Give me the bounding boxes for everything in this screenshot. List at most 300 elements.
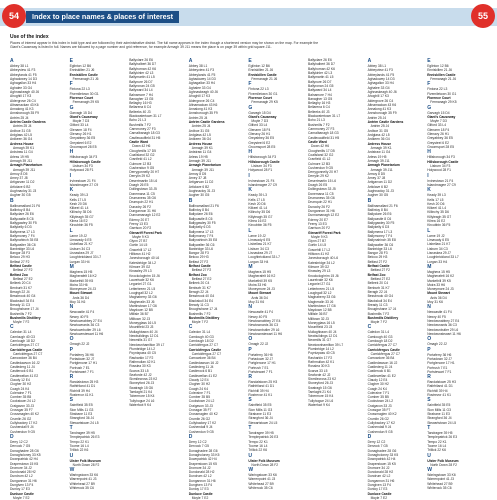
index-entry: Lisbellaw 21 K7 [427,242,451,247]
index-entry: Bellarena 6 C4 [308,105,330,110]
index-entry: Portrush 7 E1 [248,365,269,370]
index-entry-place-of-interest: Ulster Folk Museum [248,458,280,463]
index-entry: Cushendun 9 G5 [10,429,35,434]
index-entry: Annalong 41 K3 [367,107,392,112]
index-entry-place-of-interest: Hillsborough Castle [248,159,280,164]
index-entry: Fermanagh 29 K5 [251,100,278,105]
index-entry: Jonesborough 40 L6 [308,256,339,261]
index-entry: Ahoghill 17 K3 [367,94,389,99]
index-entry: Glenavy 26 H1 [248,132,271,137]
index-entry: Ballyhalbert 36 D7 [129,62,157,67]
index-entry: Draperstown 15 K5 [188,461,218,466]
index-entry: Ardglass 42 L5 [367,133,390,137]
index-entry: Castlerock 6 B1 [367,369,391,374]
index-entry: Comber 35 B5 [367,395,389,400]
index-entry: Ahoghill 17 K3 [10,94,32,99]
index-entry: Bangor 28 F3 [10,251,30,256]
index-entry: Belleek 20 C4 [10,281,31,286]
index-entry: Cushendun 9 G5 [188,429,214,434]
index-entry: North Down 28 F2 [251,462,279,467]
index-entry: Warrenpoint 41 J3 [248,477,276,482]
index-entry: Gilford 33 L4 [248,123,268,128]
index-entry: Swatragh 15 G6 [129,385,154,390]
index-entry: Balnamore 7 H4 [129,92,154,97]
index-entry: Strangford 36 J4 [69,416,94,421]
index-entry-place-of-interest: Bushmills Distillery [188,315,220,320]
index-entry: Arney 37 J8 [188,176,207,181]
index-entry: Cookstown 24 L2 [188,399,215,404]
index-entry: Lisburn 34 F3 [430,163,451,168]
index-entry: Ballywalter 36 C6 [10,242,36,247]
index-section-letter: S [69,397,73,404]
index-entry: Ballykinler 42 L3 [308,70,333,75]
index-entry: Ballygawley 30 F5 [367,220,395,225]
index-entry: Randalstown 25 H3 [427,380,456,385]
index-entry: Abbeylands 41 F5 [10,72,37,77]
index-section-letter: A [188,58,193,64]
index-entry: Maghaberry 33 G6 [129,295,157,300]
index-entry: Fintona 22 L3 [69,87,90,92]
index-entry: Letterbreen 21 L5 [129,286,156,291]
index-entry: Benburb 31 K7 [188,285,211,290]
index-entry: Ballinamallard 21 F6 [188,203,219,208]
index-entry: Ballyclare 26 E6 [308,58,332,62]
index-entry: Ballyclare 26 E6 [367,212,392,217]
index-entry: Islandmagee 27 C9 [248,182,277,187]
index-entry: Feeny 13 E3 [308,221,327,226]
index-entry-place-of-interest: Mount Stewart [248,291,272,296]
index-entry: Dunadry 26 F2 [129,204,151,209]
index-entry: Derrylin 29 K2 [129,174,151,179]
index-entry: Beragh 22 J4 [367,289,388,294]
index-entry: Bangor 28 F3 [188,251,209,256]
index-entry: Arney 37 J8 [10,176,28,181]
index-entry: Boho 21 L3 [129,118,147,123]
index-entry: Coagh 24 K4 [10,386,30,391]
index-entry: Belfast 27 F2 [10,259,30,264]
index-entry: Dunnamanagh 12 E2 [308,213,340,218]
page-number-left: 54 [2,4,26,28]
index-entry: Newry 40 F5 [427,314,446,319]
index-entry: Ards 36 D4 [251,295,268,300]
index-entry: Magherafelt 16 K2 [427,274,455,279]
index-entry: Gortin 14 L5 [308,243,327,248]
index-entry: Dunloy 17 E3 [10,487,30,492]
index-entry: Moyle 7 F2 [370,320,387,325]
index-entry: Dromore 34 J2 [10,465,32,470]
index-entry: Kilmore 39 G2 [308,265,330,269]
index-entry: Portrush 7 E1 [69,365,90,370]
index-entry: Abbey 38 L1 [367,64,387,68]
index-entry: Cookstown 24 L2 [367,399,394,404]
index-entry: Portadown 32 J7 [427,356,452,361]
index-entry-place-of-interest: Florence Court [248,95,272,100]
index-section-letter: D [367,433,372,440]
index-entry: Tempo 22 K1 [69,439,90,444]
index-entry: Bellaghy 16 H3 [129,101,152,106]
index-entry: Ards 36 D4 [72,295,90,300]
index-entry-place-of-interest: Belfast Zoo [10,272,28,277]
index-entry: Fermanagh 29 K5 [430,100,457,105]
index-entry: Kircubbin 36 F5 [69,223,93,228]
index-section-letter: C [188,324,193,331]
index-entry-place-of-interest: Antrim Castle Gardens [367,120,404,125]
index-entry: Bushmills 7 F2 [10,311,32,316]
index-entry-place-of-interest: Glenariff Forest Park [308,230,341,235]
index-entry: Strangford 36 J4 [248,416,273,421]
index-section-letter: W [427,467,432,474]
index-entry: Armagh 39 K1 [191,145,213,150]
index-entry: Belfast 27 E2 [13,277,33,281]
index-section-letter: K [427,187,431,194]
index-entry: Killyleagh 35 G7 [427,214,452,219]
index-entry: Derry 12 C2 [367,439,386,444]
index-entry: Loughgall 32 L2 [129,290,153,295]
index-entry: Claudy 12 E4 [188,377,209,382]
index-entry: Omagh 22 J2 [427,342,447,347]
index-entry: Moy 31 K6 [427,300,443,305]
index-entry: North Down 28 F2 [430,462,457,467]
index-entry-place-of-interest: Ulster Folk Museum [69,458,101,463]
index-entry: Bready 11 C3 [10,302,30,307]
index-entry: Belfast 27 E2 [370,277,391,281]
index-entry: Kilkeel 41 L4 [69,206,89,211]
index-entry: Lisbellaw 21 K7 [69,242,93,247]
index-entry: Saintfield 35 E5 [427,403,451,408]
index-entry: Killinchy 35 D6 [69,210,92,215]
index-entry: Kesh 20 D6 [427,201,445,206]
index-entry: Portstewart 7 F1 [427,369,452,374]
index-entry: Castledawson 16 J2 [10,360,40,365]
index-entry: Holywood 28 F1 [427,168,452,173]
index-entry: Enniskillen 21 J6 [69,68,95,73]
index-entry: Whitehead 27 B9 [248,481,274,486]
index-entry: Belfast 27 F2 [191,268,212,273]
index-entry: Armagh 39 J11 [13,167,36,172]
index-entry: Mullaghbawn 40 J4 [129,329,158,334]
index-entry: Newtownbutler 29 L6 [427,327,459,332]
index-entry: Kells 17 L5 [427,197,444,202]
index-entry: Killinchy 35 D6 [427,210,449,215]
index-entry: Carrickfergus 27 C7 [13,352,43,356]
index-entry: Ballykelly 6 D3 [367,225,390,230]
index-entry: Dromore 34 J2 [188,465,211,470]
index-entry: Warrenpoint 41 J3 [427,477,455,482]
index-entry: Whiterock 35 C6 [69,486,94,491]
index-entry: Cushendall 9 J4 [10,425,34,430]
index-entry: Randalstown 25 H3 [248,380,278,385]
index-entry: Claudy 12 E4 [367,377,388,382]
index-entry: Trillick 22 K6 [248,448,268,453]
index-column [10,58,68,500]
index-entry: Ardboe 31 G5 [188,128,210,133]
index-entry: Portstewart 7 F1 [248,369,273,374]
index-entry: Sixmilecross 23 K2 [129,377,158,382]
index-entry: Keady 39 L3 [69,193,89,198]
index-entry: Cullybackey 17 K2 [188,421,217,425]
index-entry: Seaforde 42 J2 [129,372,152,377]
index-section-letter: I [427,172,429,179]
index-entry: Carnmoney 27 F3 [308,127,335,131]
index-entry: Ballycastle 8 C6 [10,216,34,221]
index-entry: Trillick 22 K6 [427,448,446,453]
index-entry: Abbeylands 41 F5 [188,72,216,77]
index-entry: Tobermore 15 K4 [308,394,334,399]
index-entry: Altnamackan 43 K6 [10,102,39,107]
index-entry: Carrickfergus 27 C7 [188,343,219,348]
index-entry: Carrickfergus 27 C7 [10,343,40,348]
index-entry-place-of-interest: Antrim Castle Gardens [10,120,46,125]
index-entry: Fermanagh 21 J6 [72,76,99,81]
index-section-letter: L [69,227,73,234]
index-entry: Groomsport 28 E5 [248,145,276,149]
index-column [69,58,128,491]
index-entry: Dervock 7 G5 [10,444,31,449]
index-entry: Garvagh 15 D4 [69,110,92,115]
index-entry: Randalstown 25 H3 [69,380,99,385]
index-entry: Kilmore 39 G2 [129,265,151,269]
index-entry-place-of-interest: Bushmills Distillery [10,315,41,320]
index-entry: Caledon 31 L4 [10,330,32,335]
index-entry: Dungiven 13 F4 [367,483,391,488]
index-section-letter: U [248,452,253,459]
index-entry: Ballintoy 8 B4 [10,208,31,212]
index-entry: Enniskillen 21 J6 [427,68,452,73]
index-entry: Ballymena 17 L3 [188,229,214,234]
index-section-letter: G [427,104,432,111]
index-entry: Irvinestown 21 F4 [248,178,275,183]
index-entry: Blackwatertown 31 L7 [308,114,341,119]
index-entry: Armagh 39 J11 [370,167,393,172]
index-section-letter: H [427,149,431,156]
index-entry: Ardglass 42 L5 [188,133,211,137]
index-entry: Carnmoney 27 F3 [129,127,156,131]
index-entry: Newry 40 F5 [248,314,268,319]
index-entry: Richhill 39 H4 [427,388,448,393]
index-entry: Newcastle 41 F4 [248,310,273,315]
index-entry: Broughshane 17 J4 [10,307,39,312]
index-entry: Doagh 26 E5 [308,183,328,188]
index-entry: Gilford 33 L4 [427,123,447,128]
index-entry: Seaforde 42 J2 [308,372,331,377]
index-entry: Richhill 39 H4 [69,388,90,393]
index-entry: Moyle 7 D3 [430,119,447,124]
index-entry: Coleraine 7 F1 [10,390,32,395]
index-entry: Kircubbin 36 F5 [248,223,272,228]
index-entry: Aldergrove 26 C4 [188,98,215,103]
index-entry: Rathfriland 41 D1 [69,384,96,389]
index-entry-place-of-interest: Florence Court [427,95,451,100]
index-section-letter: L [248,227,252,234]
index-entry: Portadown 32 J7 [69,356,95,361]
index-entry: Ballinamallard 21 F6 [10,203,41,208]
index-entry: Glynn 27 B7 [129,239,148,244]
index-entry: Dungannon 31 H6 [129,208,156,213]
index-entry: Crumlin 26 G2 [10,416,32,421]
index-entry: Aughnacloy 31 J3 [188,189,216,194]
index-entry: Greyabbey 36 E5 [248,136,275,141]
index-entry: Belfast 27 F2 [367,259,388,264]
index-entry: Templepatrick 26 E3 [69,435,100,440]
index-entry: Glenavy 26 H1 [427,132,449,137]
index-entry: Millisle 36 B7 [308,312,328,317]
index-entry: Donemana 11 C5 [129,191,155,196]
index-entry: Carnlough 18 D2 [10,339,35,344]
index-entry: Castlewellan 41 E2 [10,373,39,378]
index-entry: Derrygonnelly 20 H7 [129,170,160,175]
index-entry: Whitehead 27 B9 [69,481,95,486]
index-entry: Rathfriland 41 D1 [427,384,453,389]
index-entry: Bessbrook 40 G4 [10,294,36,299]
index-entry: Hilltown 41 H2 [129,252,151,257]
index-section-letter: F [248,81,252,88]
index-entry: Articlave 6 B2 [367,184,388,189]
index-entry: Aghnaskeagh 40 J6 [10,89,40,94]
index-entry: Newtownabbey 27 E4 [427,319,460,323]
index-entry: Cranfield 41 L2 [308,157,331,162]
index-entry: Holywood 28 F1 [248,168,273,173]
index-entry: Ballynahinch 35 E8 [10,238,39,243]
index-entry: Annalong 41 K3 [10,107,34,112]
index-section-letter: P [427,346,431,353]
index-entry: Ballygawley 30 F5 [188,220,216,225]
index-entry: Coleraine 7 F1 [188,390,211,395]
index-entry: Dundrum 42 L2 [367,474,391,479]
index-entry: Greyabbey 36 E5 [427,136,453,141]
index-entry-place-of-interest: Dunluce Castle [367,491,392,496]
index-entry: Moyle 7 F2 [191,320,209,325]
index-entry: Ardstraw 11 G4 [367,150,391,155]
index-entry: Armoy 8 D5 [188,171,207,176]
index-entry: Irvinestown 21 F4 [427,178,454,183]
index-entry: Caledon 31 L4 [367,330,390,335]
index-section-letter: T [69,424,73,431]
index-entry: Beragh 22 J4 [188,289,209,294]
index-entry: Dundrum 42 L2 [188,474,212,479]
index-entry: Broughshane 17 J4 [188,307,218,312]
index-entry: Milltown 32 J3 [308,316,329,321]
index-entry: Carrowdore 36 B4 [10,356,37,361]
index-section-letter: S [427,397,431,404]
index-entry: Castlerock 6 B1 [188,369,213,374]
index-entry: Loughbrickland 33 L7 [69,255,102,260]
index-entry: Donaghcloney 33 K5 [367,452,399,457]
index-entry: Dungannon 31 H6 [10,478,37,483]
index-entry: Ballynahinch 35 E8 [367,238,396,243]
index-entry: Belfast 27 E2 [191,277,212,281]
index-entry: Trillick 22 K6 [69,448,89,453]
index-entry: Castlecaulfield 31 H5 [308,135,340,140]
index-entry: Artigarvan 11 D2 [10,180,35,185]
index-entry: Bellaghy 16 H3 [308,101,331,106]
index-entry: Newtownbutler 29 L6 [248,327,280,332]
index-entry: Ballykelly 6 D3 [10,225,32,230]
index-entry: Dunloy 17 E3 [188,487,209,492]
index-entry: Aghagallon 33 H4 [367,81,394,86]
index-entry-place-of-interest: Mount Stewart [69,291,93,296]
page-title: Index to place names & places of interest [26,11,179,23]
index-entry: Fermanagh 29 K5 [72,100,99,105]
index-entry: Belcoo 29 H3 [10,255,30,260]
index-entry: Bessbrook 40 G4 [188,294,215,299]
index-column [248,58,306,491]
index-entry: Augher 30 G5 [188,193,210,198]
index-entry: Castlecaulfield 31 H5 [129,135,161,140]
index-entry: Bushmills 7 F2 [367,311,390,316]
index-entry: Caledon 31 L4 [188,330,211,335]
index-entry: Strabane 11 E3 [248,412,272,416]
index-entry: Antrim 25 J4 [10,115,29,120]
index-entry: Ballintoy 8 B4 [188,208,209,212]
index-entry: Gracehill 17 L2 [308,247,331,252]
index-entry: Aughnacloy 31 J3 [367,189,394,194]
index-entry: Carnalbanagh 18 G3 [129,131,160,136]
index-entry: Hillsborough 34 F3 [427,155,455,160]
index-entry: Castlerock 6 B1 [10,369,34,374]
index-entry: Cullybackey 17 K2 [367,421,395,425]
index-entry: Craigavon 33 J3 [188,403,213,408]
index-entry: Carnlough 18 D2 [367,339,393,344]
index-entry: Glenarm 18 F4 [69,127,92,132]
index-entry: North Down 28 F2 [72,462,100,467]
index-section-letter: B [10,197,14,204]
index-entry: Moira 33 H6 [69,282,88,287]
index-entry: Larne 19 J2 [248,233,266,238]
index-entry: Arney 37 J8 [367,176,386,181]
index-entry: Lisnaskea 29 J7 [427,250,452,255]
index-entry: Banbridge 33 L6 [188,246,213,251]
index-entry: Plumbridge 14 L2 [129,346,156,351]
index-entry: Maghera 15 H5 [248,269,272,274]
index-section-letter: G [248,104,253,111]
index-entry: Fivemiletown 30 G1 [69,91,99,96]
index-entry: Belleeks 40 J3 [129,109,151,114]
index-entry: Bready 11 C3 [367,302,388,307]
index-entry: Lurgan 33 H4 [69,259,90,264]
index-entry: Whiterock 35 C6 [427,486,452,491]
index-entry: Lisburn 34 C3 [427,246,448,251]
index-entry: Islandmagee 27 C9 [69,182,99,187]
index-entry: Donaghadee 28 G6 [188,448,218,453]
index-entry: Cushendun 9 G5 [367,429,393,434]
index-entry: Saintfield 35 E5 [69,403,93,408]
index-entry: Waterfoot 9 K4 [129,403,152,407]
index-entry: Tandragee 39 H5 [69,430,95,435]
index-entry: Derrylin 29 K2 [308,174,329,179]
index-entry: Armagh 39 J11 [188,158,211,163]
index-entry: Ballynure 26 D7 [129,79,153,84]
index-entry: Newtownabbey 27 E4 [248,319,281,323]
index-entry: Fivemiletown 30 G1 [248,91,278,96]
index-entry: Cushendall 9 J4 [367,425,392,430]
index-entry: Abbey 38 L1 [188,64,208,68]
index-entry: Lisburn 34 C3 [248,246,269,251]
index-entry: Eglinton 12 B6 [69,64,92,68]
index-entry: Stewartstown 24 L5 [427,420,457,425]
index-entry: Maghera 15 H5 [427,269,450,274]
index-entry: Sion Mills 11 G3 [248,407,273,412]
index-entry: Newcastle 41 F4 [427,310,452,315]
index-entry: Newmills 31 G7 [308,338,332,343]
index-entry: Draperstown 15 K5 [367,461,396,466]
index-entry: Drumquin 22 H1 [129,200,154,205]
index-entry: Katesbridge 34 L2 [129,260,156,265]
index-entry: Richhill 39 H4 [248,388,269,393]
index-entry: Castlewellan 41 E2 [188,373,218,378]
index-section-letter: F [69,81,73,88]
index-entry: Templepatrick 26 E3 [248,435,279,440]
index-entry: Abbeyview 41 F3 [10,68,36,73]
